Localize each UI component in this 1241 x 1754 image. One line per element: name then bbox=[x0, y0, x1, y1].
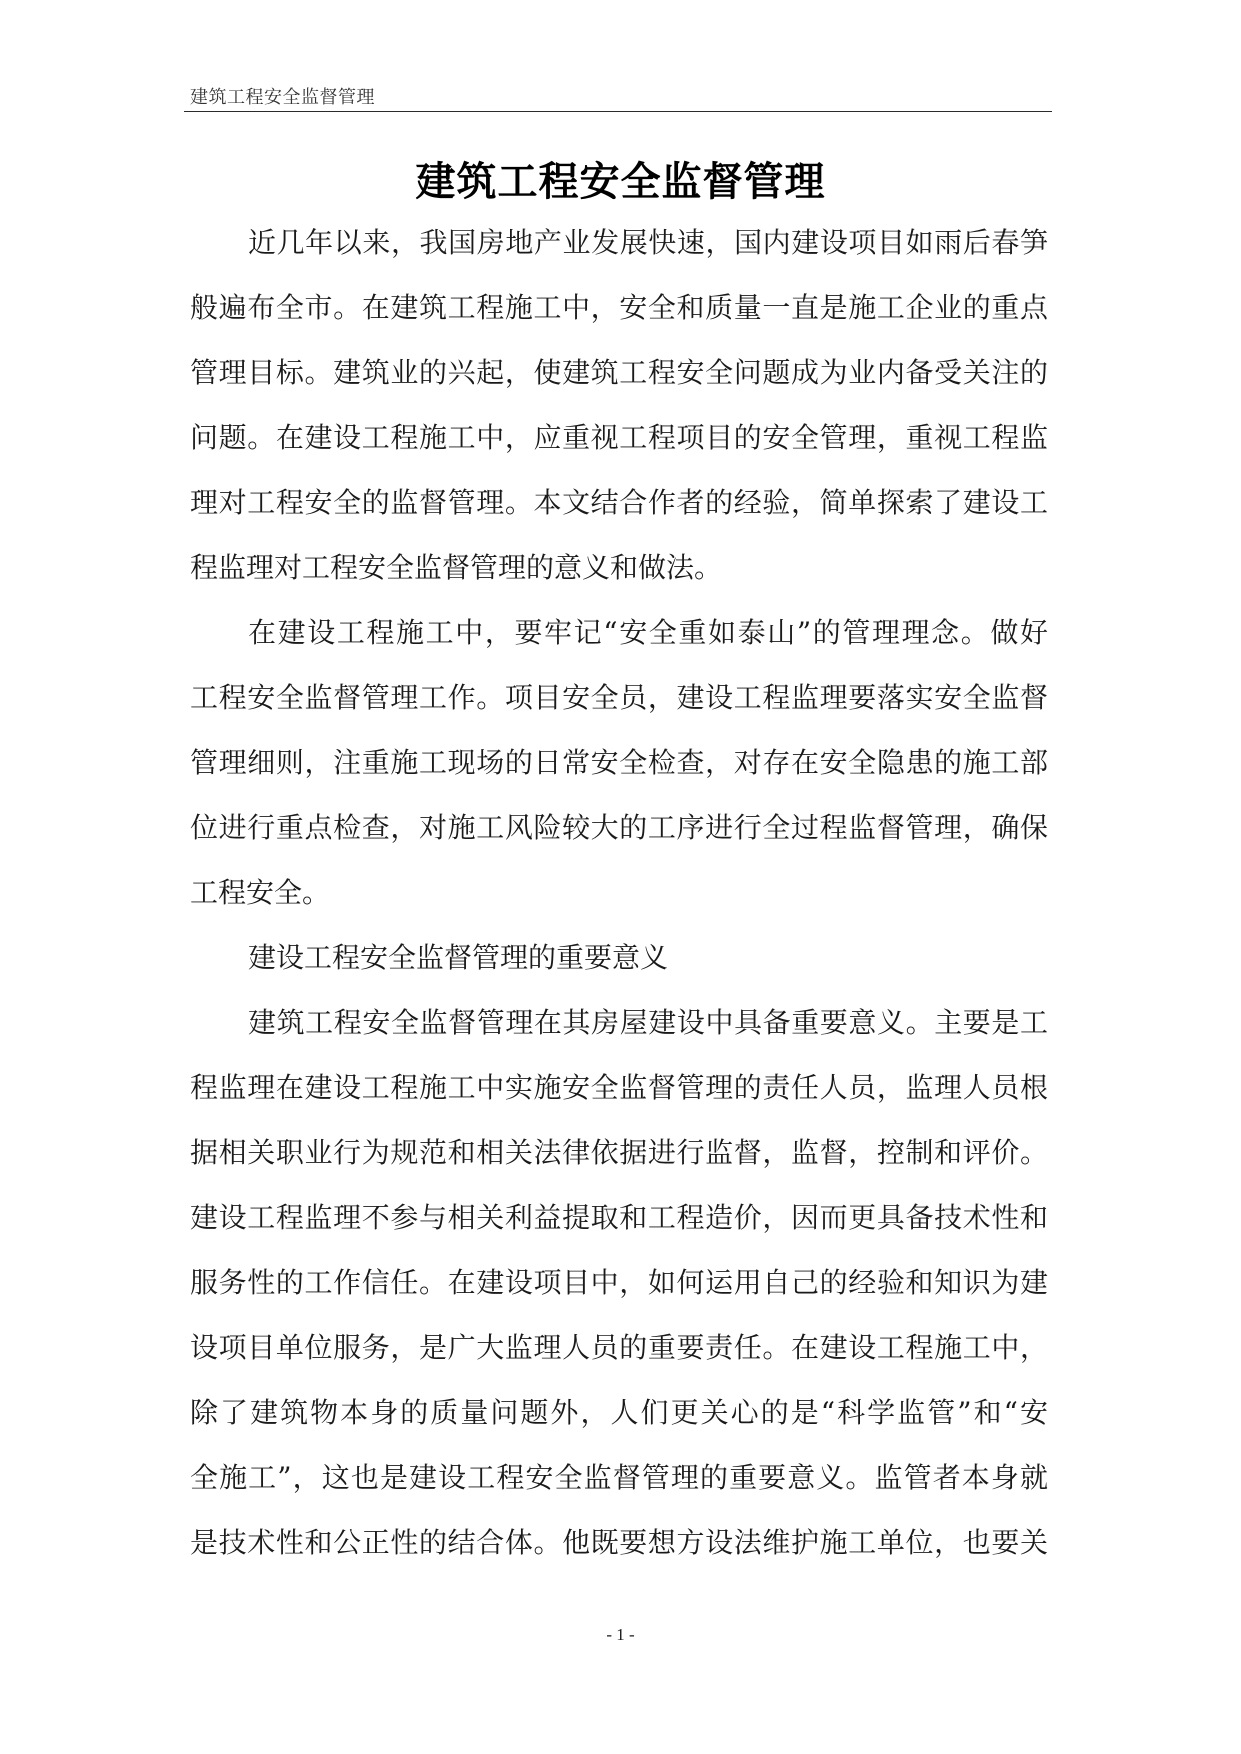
paragraph bbox=[190, 600, 1048, 925]
paragraph-line: 建筑工程安全监督管理在其房屋建设中具备重要意义。主要是工 bbox=[248, 1006, 1048, 1039]
running-header: 建筑工程安全监督管理 bbox=[190, 87, 375, 108]
paragraph-line: 理对工程安全的监督管理。本文结合作者的经验，简单探索了建设工 bbox=[190, 486, 1048, 519]
paragraph-line: 工程安全监督管理工作。项目安全员，建设工程监理要落实安全监督 bbox=[190, 681, 1048, 714]
paragraph-line: 问题。在建设工程施工中，应重视工程项目的安全管理，重视工程监 bbox=[190, 421, 1048, 454]
paragraph-line: 管理目标。建筑业的兴起，使建筑工程安全问题成为业内备受关注的 bbox=[190, 356, 1048, 389]
paragraph-line: 管理细则，注重施工现场的日常安全检查，对存在安全隐患的施工部 bbox=[190, 746, 1048, 779]
paragraph-line: 在建设工程施工中，要牢记“安全重如泰山”的管理理念。做好 bbox=[248, 616, 1048, 649]
header-rule bbox=[184, 111, 1052, 112]
section-heading: 建设工程安全监督管理的重要意义 bbox=[248, 941, 669, 974]
paragraph-line: 位进行重点检查，对施工风险较大的工序进行全过程监督管理，确保 bbox=[190, 811, 1048, 844]
document-body bbox=[190, 210, 1048, 1575]
paragraph-line: 近几年以来，我国房地产业发展快速，国内建设项目如雨后春笋 bbox=[248, 226, 1048, 259]
paragraph-line: 全施工”，这也是建设工程安全监督管理的重要意义。监管者本身就 bbox=[190, 1461, 1048, 1494]
paragraph-line: 程监理对工程安全监督管理的意义和做法。 bbox=[190, 551, 723, 584]
paragraph bbox=[190, 990, 1048, 1575]
paragraph-line: 是技术性和公正性的结合体。他既要想方设法维护施工单位，也要关 bbox=[190, 1526, 1048, 1559]
paragraph-line: 服务性的工作信任。在建设项目中，如何运用自己的经验和知识为建 bbox=[190, 1266, 1048, 1299]
paragraph-line: 据相关职业行为规范和相关法律依据进行监督，监督，控制和评价。 bbox=[190, 1136, 1048, 1169]
paragraph bbox=[190, 210, 1048, 600]
paragraph-line: 般遍布全市。在建筑工程施工中，安全和质量一直是施工企业的重点 bbox=[190, 291, 1048, 324]
paragraph-line: 设项目单位服务，是广大监理人员的重要责任。在建设工程施工中， bbox=[190, 1331, 1048, 1364]
paragraph-line: 工程安全。 bbox=[190, 876, 331, 909]
document-title: 建筑工程安全监督管理 bbox=[415, 158, 826, 205]
paragraph-line: 建设工程监理不参与相关利益提取和工程造价，因而更具备技术性和 bbox=[190, 1201, 1048, 1234]
paragraph-line: 程监理在建设工程施工中实施安全监督管理的责任人员，监理人员根 bbox=[190, 1071, 1048, 1104]
page-number: - 1 - bbox=[606, 1625, 635, 1644]
paragraph-line: 除了建筑物本身的质量问题外，人们更关心的是“科学监管”和“安 bbox=[190, 1396, 1048, 1429]
